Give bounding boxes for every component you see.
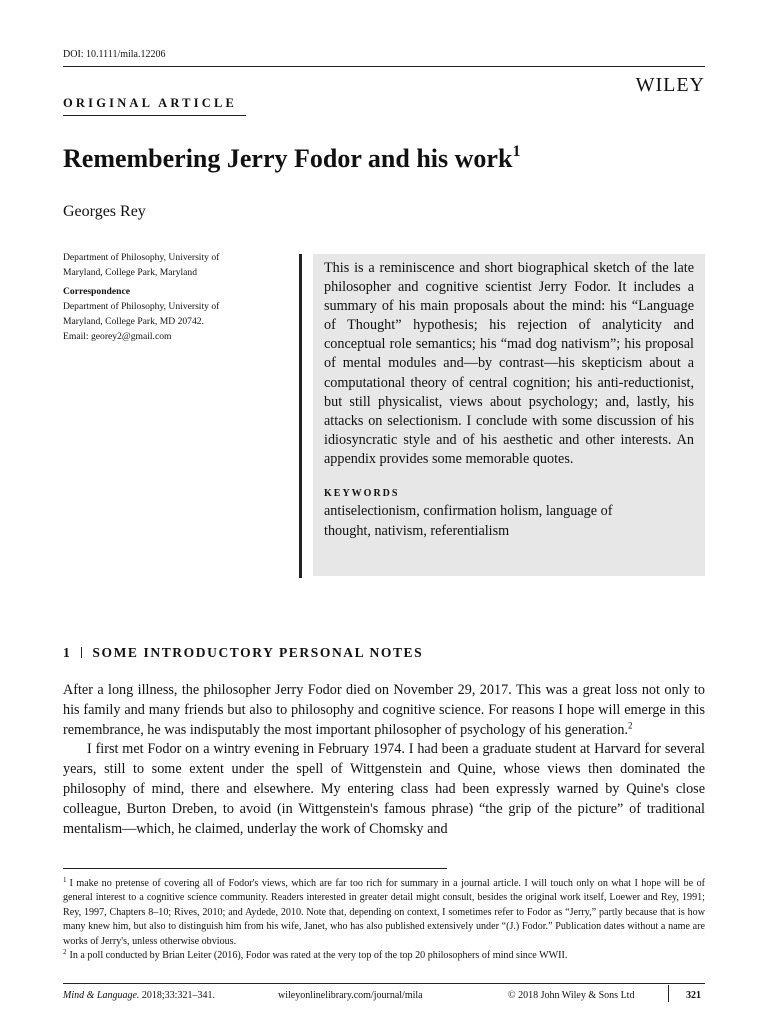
doi: DOI: 10.1111/mila.12206 <box>63 49 166 60</box>
footer-journal-name: Mind & Language. <box>63 990 140 1001</box>
footer-volume: 2018;33:321–341. <box>141 990 215 1001</box>
correspondence-line: Maryland, College Park, MD 20742. <box>63 316 204 328</box>
footnote-text: I make no pretense of covering all of Fodor's views, which are far too rich for summary in a journal article. I will touch only on what I hope will be of general interest to a cognitive science community. Readers interested in greater detail might consult, besides the original work itself, Loewer and Rey, 1991; Rey, 1997, Chapters 8–10; Rives, 2010; and Aydede, 2010. Note that, depending on context, I sometimes refer to Fodor as “Jerry,” partly because that is how many knew him, but also to distinguish him from his wife, Janet, who has also published extensively under “(J.) Fodor.” Publication dates without a name are works of Jerry's, unless otherwise obvious. <box>63 878 705 947</box>
footnote-mark: 1 <box>63 875 67 884</box>
author-name: Georges Rey <box>63 203 146 220</box>
footnote-ref[interactable]: 2 <box>628 719 633 730</box>
footnote <box>63 949 705 963</box>
correspondence-label: Correspondence <box>63 285 130 297</box>
correspondence-line: Department of Philosophy, University of <box>63 300 220 312</box>
affiliation-line: Maryland, College Park, Maryland <box>63 267 198 279</box>
affiliation-block <box>63 250 273 345</box>
footer-copyright: © 2018 John Wiley & Sons Ltd <box>508 990 635 1001</box>
footer-citation <box>63 990 215 1001</box>
body-paragraph: I first met Fodor on a wintry evening in February 1974. I had been a graduate student at Harvard for several years, still to some extent under the spell of Wittgenstein and Quine, whose views then dominated the philosophy of mind, there and elsewhere. My entering class had been expressly warned by Quine's close colleague, Burton Dreben, to avoid (in Wittgenstein's famous phrase) “the grip of the picture” of traditional mentalism—which, he claimed, underlay the work of Chomsky and <box>63 741 705 837</box>
footnote-text: In a poll conducted by Brian Leiter (2016), Fodor was rated at the very top of the top 20 philosophers of mind since WWII. <box>69 950 568 962</box>
body-text <box>63 681 705 839</box>
abstract-bar <box>299 254 302 578</box>
section-number: 1 <box>63 645 72 660</box>
footer-rule <box>63 983 705 984</box>
keywords-line: antiselectionism, confirmation holism, language of <box>324 503 613 520</box>
body-paragraph-text: After a long illness, the philosopher Jerry Fodor died on November 29, 2017. This was a great loss not only to his family and many friends but also to philosophy and cognitive science. For reasons I hope will emerge in this remembrance, he was indisputably the most important philosopher of psychology of his generation. <box>63 682 705 738</box>
footnotes <box>63 877 705 963</box>
section-separator <box>81 647 82 658</box>
article-type: ORIGINAL ARTICLE <box>63 96 238 110</box>
keywords-label: KEYWORDS <box>324 488 400 500</box>
article-title-text: Remembering Jerry Fodor and his work <box>63 144 513 173</box>
article-title <box>63 144 520 174</box>
abstract-text: This is a reminiscence and short biographical sketch of the late philosopher and cognitive scientist Jerry Fodor. It includes a summary of his main proposals about the mind: his “Language of Thought” hypothesis; his rejection of analyticity and conceptual role semantics; his “mad dog nativism”; his proposal of mental modules and—by contrast—his skepticism about a computational theory of central cognition; his anti-reductionist, but still physicalist, views about psychology; and, lastly, his attacks on selectionism. I conclude with some discussion of his idiosyncratic style and of his aesthetic and other interests. An appendix provides some memorable quotes. <box>324 260 694 467</box>
section-title: SOME INTRODUCTORY PERSONAL NOTES <box>92 645 424 660</box>
footnote <box>63 877 705 949</box>
footer-separator <box>668 985 669 1002</box>
keywords-line: thought, nativism, referentialism <box>324 522 510 539</box>
correspondence-email[interactable]: Email: georey2@gmail.com <box>63 331 172 343</box>
affiliation-line: Department of Philosophy, University of <box>63 252 220 263</box>
title-footnote-mark[interactable]: 1 <box>512 143 521 160</box>
header-rule <box>63 66 705 67</box>
body-paragraph <box>63 681 705 740</box>
page-number: 321 <box>686 990 701 1001</box>
footer-url[interactable]: wileyonlinelibrary.com/journal/mila <box>278 990 423 1001</box>
article-type-rule <box>63 115 246 116</box>
abstract-box <box>313 254 705 576</box>
footnote-rule <box>63 868 447 869</box>
keywords-text <box>324 502 694 542</box>
footnote-mark: 2 <box>63 947 67 956</box>
publisher-logo: WILEY <box>635 74 705 96</box>
section-heading <box>63 645 423 661</box>
